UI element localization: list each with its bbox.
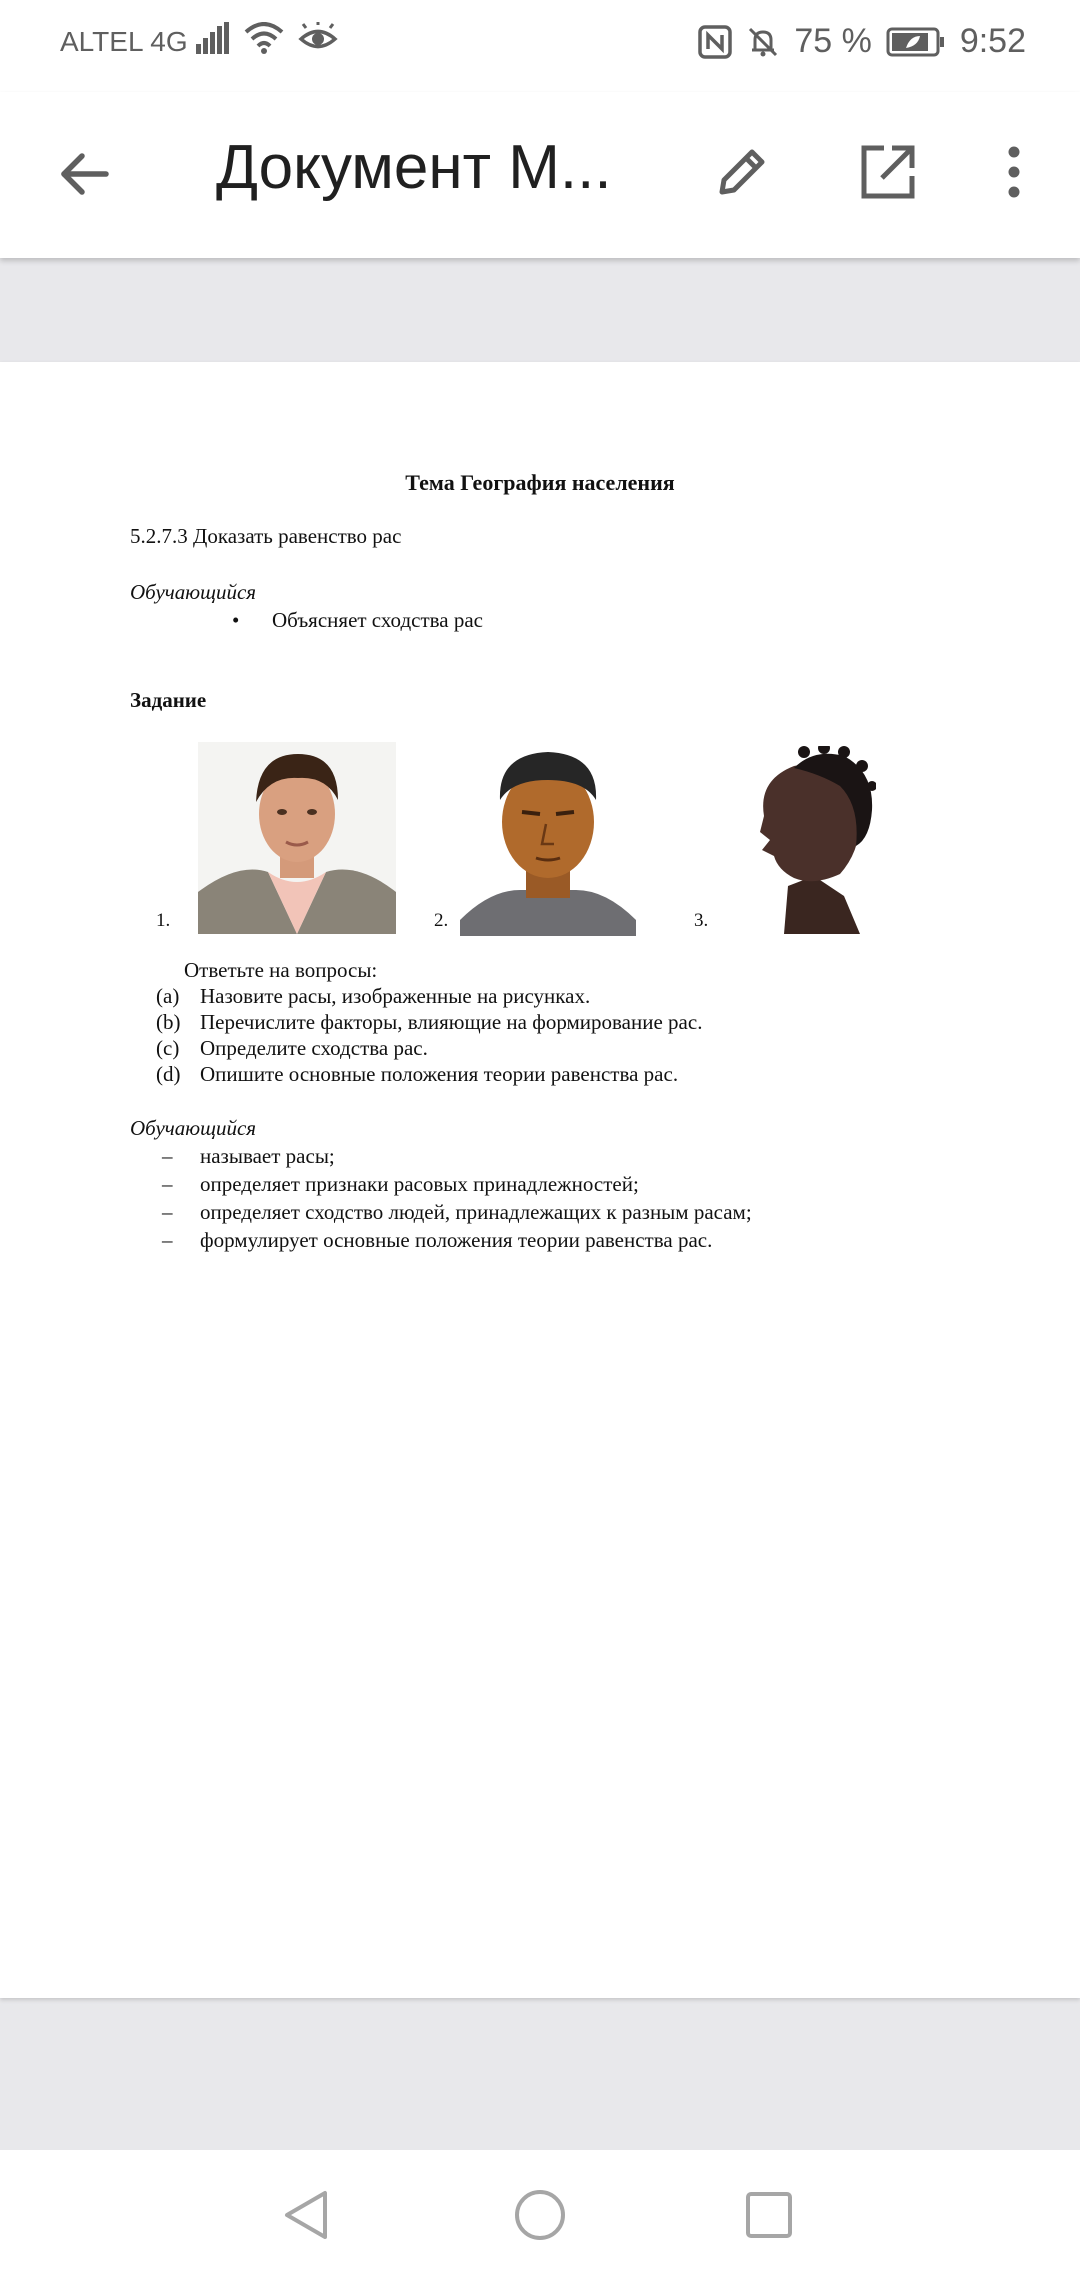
criteria-dash: – bbox=[162, 1144, 173, 1168]
question-mark: (a) bbox=[156, 984, 180, 1008]
question-item bbox=[156, 984, 590, 1009]
criteria-dash: – bbox=[162, 1172, 173, 1196]
question-mark: (d) bbox=[156, 1062, 181, 1086]
home-circle-icon bbox=[512, 2187, 568, 2243]
clock: 9:52 bbox=[959, 22, 1026, 60]
document-heading: Тема География населения bbox=[405, 470, 675, 495]
question-text: Перечислите факторы, влияющие на формирование рас. bbox=[200, 1010, 703, 1034]
question-item bbox=[156, 1062, 678, 1087]
question-mark: (b) bbox=[156, 1010, 181, 1034]
criteria-text: формулирует основные положения теории равенства рас. bbox=[200, 1228, 713, 1252]
bullet-item bbox=[232, 608, 483, 633]
bullet-text: Объясняет сходства рас bbox=[272, 608, 483, 632]
objective-line: 5.2.7.3 Доказать равенство рас bbox=[130, 524, 402, 548]
system-nav-bar bbox=[0, 2150, 1080, 2280]
open-external-icon bbox=[858, 142, 918, 202]
picture-number: 3. bbox=[694, 910, 709, 931]
wifi-icon bbox=[244, 22, 284, 54]
more-options-button[interactable] bbox=[990, 136, 1038, 208]
criteria-item bbox=[162, 1144, 335, 1169]
battery-icon bbox=[886, 26, 946, 58]
signal-icon bbox=[196, 22, 230, 54]
questions-intro: Ответьте на вопросы: bbox=[184, 958, 378, 982]
nfc-icon bbox=[698, 25, 732, 59]
picture-number: 1. bbox=[156, 910, 171, 931]
nav-home-button[interactable] bbox=[505, 2180, 575, 2250]
bullet-dot: • bbox=[232, 608, 240, 632]
edit-button[interactable] bbox=[706, 136, 778, 208]
back-triangle-icon bbox=[279, 2187, 335, 2243]
open-external-button[interactable] bbox=[852, 136, 924, 208]
app-toolbar bbox=[0, 92, 1080, 258]
criteria-text: определяет сходство людей, принадлежащих к разным расам; bbox=[200, 1200, 752, 1224]
nav-back-button[interactable] bbox=[272, 2180, 342, 2250]
status-right bbox=[698, 22, 1026, 61]
question-text: Определите сходства рас. bbox=[200, 1036, 428, 1060]
nav-recents-button[interactable] bbox=[734, 2180, 804, 2250]
criteria-item bbox=[162, 1228, 712, 1253]
learner-label: Обучающийся bbox=[130, 580, 257, 604]
status-left-icons bbox=[196, 22, 338, 54]
question-item bbox=[156, 1036, 428, 1061]
question-text: Назовите расы, изображенные на рисунках. bbox=[200, 984, 591, 1008]
portrait-picture-3 bbox=[744, 746, 876, 934]
task-label: Задание bbox=[130, 688, 207, 712]
question-text: Опишите основные положения теории равенства рас. bbox=[200, 1062, 679, 1086]
status-bar bbox=[0, 0, 1080, 92]
criteria-item bbox=[162, 1200, 752, 1225]
more-vert-icon bbox=[1004, 142, 1024, 202]
carrier-label: ALTEL 4G bbox=[60, 26, 188, 57]
criteria-item bbox=[162, 1172, 639, 1197]
eye-icon bbox=[298, 22, 338, 54]
portrait-picture-2 bbox=[460, 740, 636, 936]
question-item bbox=[156, 1010, 702, 1035]
document-title: Документ M... bbox=[216, 133, 612, 202]
criteria-dash: – bbox=[162, 1228, 173, 1252]
criteria-dash: – bbox=[162, 1200, 173, 1224]
pencil-icon bbox=[712, 142, 772, 202]
battery-percent: 75 % bbox=[794, 22, 872, 60]
recents-square-icon bbox=[741, 2187, 797, 2243]
document-page[interactable] bbox=[0, 362, 1080, 1998]
mute-bell-icon bbox=[746, 25, 780, 59]
back-arrow-icon bbox=[56, 146, 112, 202]
question-mark: (c) bbox=[156, 1036, 180, 1060]
back-button[interactable] bbox=[48, 138, 120, 210]
criteria-text: определяет признаки расовых принадлежностей; bbox=[200, 1172, 639, 1196]
picture-number: 2. bbox=[434, 910, 449, 931]
criteria-text: называет расы; bbox=[200, 1144, 335, 1168]
portrait-picture-1 bbox=[198, 742, 396, 934]
learner-label: Обучающийся bbox=[130, 1116, 257, 1140]
